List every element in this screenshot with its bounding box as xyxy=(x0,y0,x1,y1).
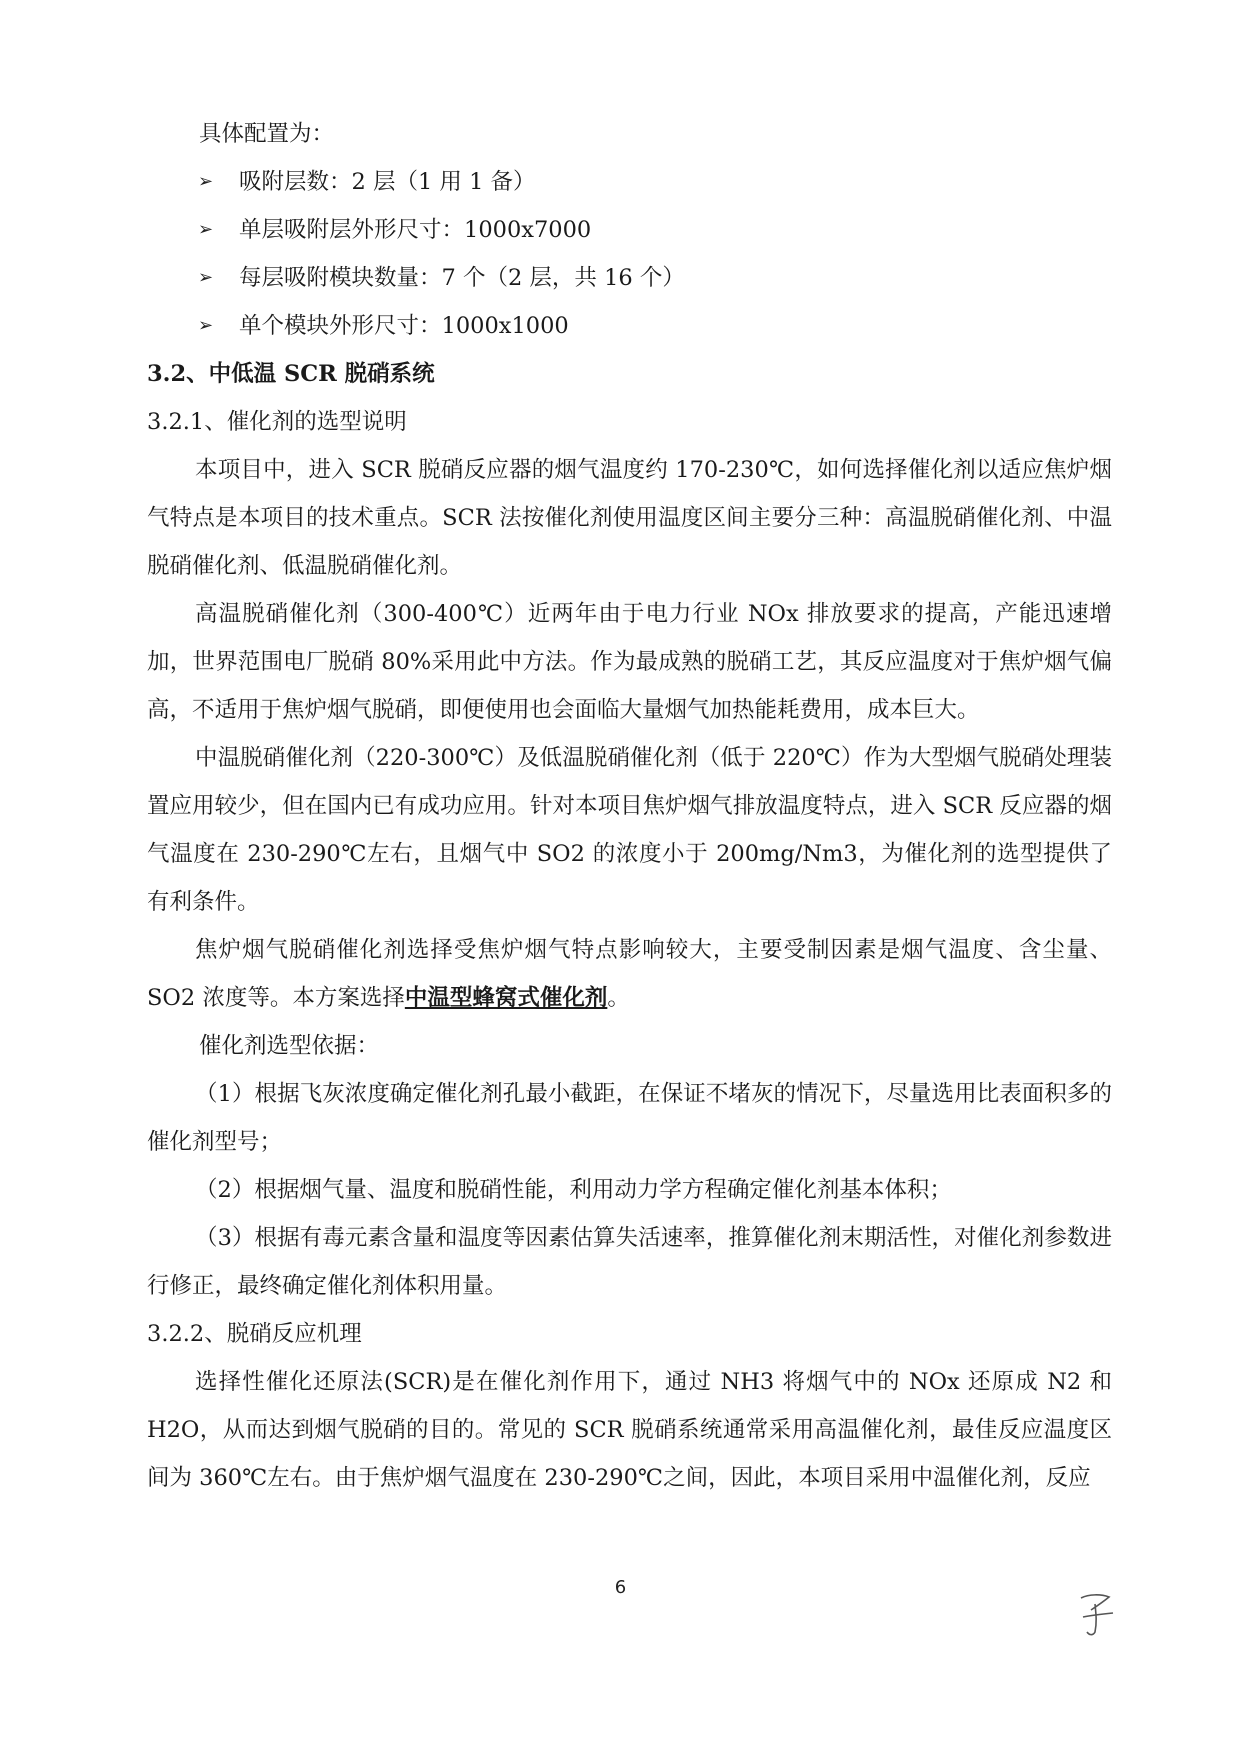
arrow-bullet-icon: ➢ xyxy=(198,219,214,240)
config-item-text: 单个模块外形尺寸：1000x1000 xyxy=(239,313,569,339)
emphasized-catalyst-type: 中温型蜂窝式催化剂 xyxy=(404,985,608,1011)
basis-title: 催化剂选型依据： xyxy=(199,1033,380,1059)
config-item-text: 吸附层数：2 层（1 用 1 备） xyxy=(239,169,536,195)
handwritten-signature xyxy=(1075,1590,1119,1640)
paragraph-text: 。 xyxy=(607,985,630,1011)
config-item xyxy=(147,206,1112,254)
arrow-bullet-icon: ➢ xyxy=(198,267,214,288)
section-heading-3-2-2: 3.2.2、脱硝反应机理 xyxy=(147,1321,362,1347)
basis-item: （1）根据飞灰浓度确定催化剂孔最小截距，在保证不堵灰的情况下，尽量选用比表面积多的催化剂型号； xyxy=(147,1081,1112,1155)
config-intro: 具体配置为： xyxy=(199,121,335,147)
config-item-text: 单层吸附层外形尺寸：1000x7000 xyxy=(239,217,592,243)
basis-item: （3）根据有毒元素含量和温度等因素估算失活速率，推算催化剂末期活性，对催化剂参数进行修正，最终确定催化剂体积用量。 xyxy=(147,1225,1112,1299)
paragraph: 选择性催化还原法(SCR)是在催化剂作用下，通过 NH3 将烟气中的 NOx 还原成 N2 和 H2O，从而达到烟气脱硝的目的。常见的 SCR 脱硝系统通常采用高温催化剂，最佳反应温度区间为 360℃左右。由于焦炉烟气温度在 230-290℃之间，因此，本项目采用中温催化剂，反应 xyxy=(147,1369,1112,1491)
paragraph: 中温脱硝催化剂（220-300℃）及低温脱硝催化剂（低于 220℃）作为大型烟气脱硝处理装置应用较少，但在国内已有成功应用。针对本项目焦炉烟气排放温度特点，进入 SCR 反应器的烟气温度在 230-290℃左右，且烟气中 SO2 的浓度小于 200mg/Nm3，为催化剂的选型提供了有利条件。 xyxy=(147,745,1112,915)
paragraph: 高温脱硝催化剂（300-400℃）近两年由于电力行业 NOx 排放要求的提高，产能迅速增加，世界范围电厂脱硝 80%采用此中方法。作为最成熟的脱硝工艺，其反应温度对于焦炉烟气偏高，不适用于焦炉烟气脱硝，即便使用也会面临大量烟气加热能耗费用，成本巨大。 xyxy=(147,601,1112,723)
paragraph xyxy=(147,926,1112,1022)
page-content xyxy=(147,110,1112,1502)
arrow-bullet-icon: ➢ xyxy=(198,315,214,336)
paragraph-text: 焦炉烟气脱硝催化剂选择受焦炉烟气特点影响较大，主要受制因素是烟气温度、含尘量、SO2 浓度等。本方案选择 xyxy=(147,937,1112,1011)
config-item xyxy=(147,254,1112,302)
config-item xyxy=(147,302,1112,350)
arrow-bullet-icon: ➢ xyxy=(198,171,214,192)
section-heading-3-2-1: 3.2.1、催化剂的选型说明 xyxy=(147,409,407,435)
config-item xyxy=(147,158,1112,206)
section-heading-3-2: 3.2、中低温 SCR 脱硝系统 xyxy=(147,361,435,387)
config-item-text: 每层吸附模块数量：7 个（2 层，共 16 个） xyxy=(239,265,685,291)
paragraph: 本项目中，进入 SCR 脱硝反应器的烟气温度约 170-230℃，如何选择催化剂以适应焦炉烟气特点是本项目的技术重点。SCR 法按催化剂使用温度区间主要分三种：高温脱硝催化剂、中温脱硝催化剂、低温脱硝催化剂。 xyxy=(147,457,1112,579)
basis-item: （2）根据烟气量、温度和脱硝性能，利用动力学方程确定催化剂基本体积； xyxy=(195,1177,952,1203)
page-number: 6 xyxy=(614,1577,627,1598)
